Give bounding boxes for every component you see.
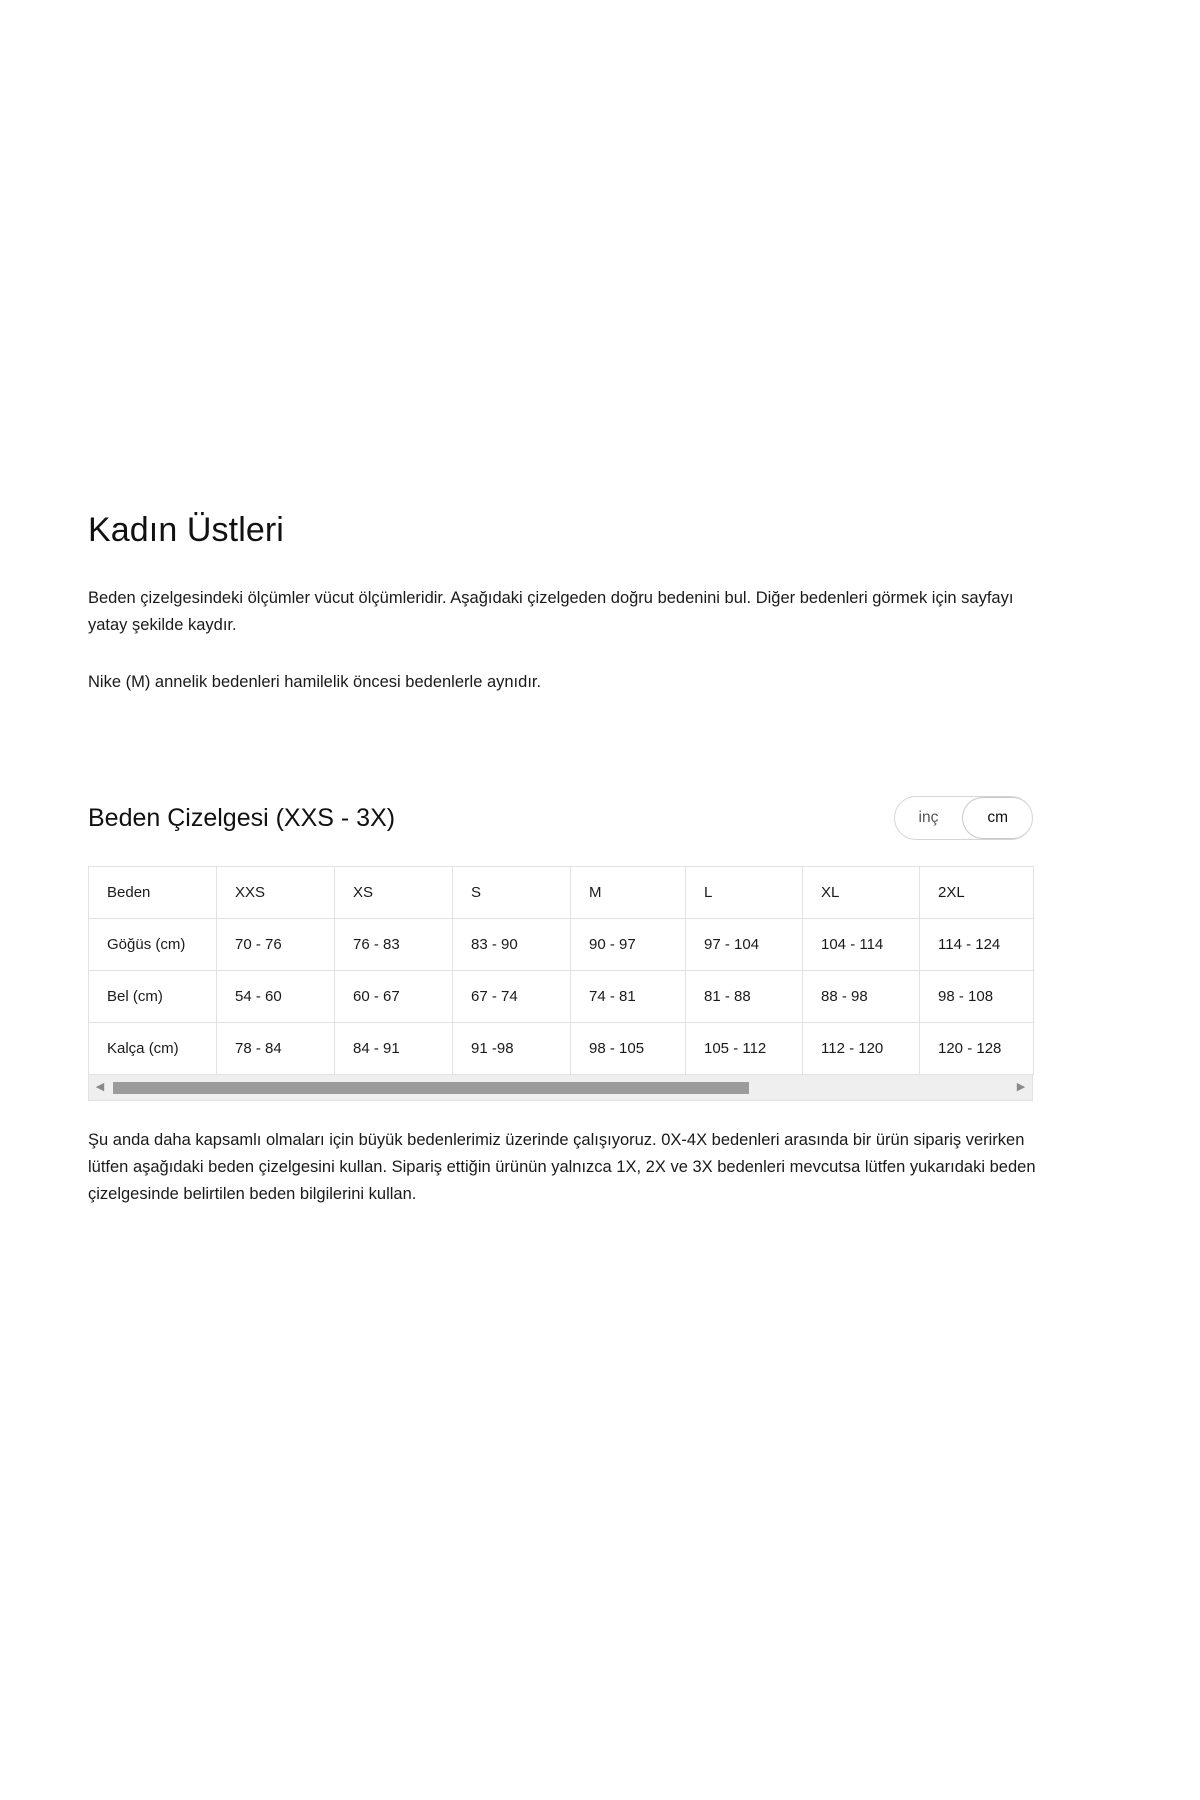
- table-cell: 78 - 84: [217, 1023, 335, 1075]
- scroll-right-arrow-icon[interactable]: ▶: [1016, 1081, 1026, 1094]
- row-label: Bel (cm): [89, 971, 217, 1023]
- table-header-cell: Beden: [89, 867, 217, 919]
- table-cell: 105 - 112: [686, 1023, 803, 1075]
- table-header-cell: L: [686, 867, 803, 919]
- table-cell: 120 - 128: [920, 1023, 1034, 1075]
- table-cell: 76 - 83: [335, 919, 453, 971]
- table-header-cell: 2XL: [920, 867, 1034, 919]
- table-cell: 84 - 91: [335, 1023, 453, 1075]
- unit-option-cm[interactable]: cm: [962, 797, 1033, 839]
- size-chart-title: Beden Çizelgesi (XXS - 3X): [88, 804, 396, 833]
- table-cell: 104 - 114: [803, 919, 920, 971]
- table-cell: 67 - 74: [453, 971, 571, 1023]
- table-cell: 88 - 98: [803, 971, 920, 1023]
- table-cell: 98 - 105: [571, 1023, 686, 1075]
- table-header-cell: XL: [803, 867, 920, 919]
- scrollbar-thumb[interactable]: [113, 1082, 749, 1094]
- size-table-wrapper: [88, 866, 1033, 1101]
- table-cell: 114 - 124: [920, 919, 1034, 971]
- table-cell: 112 - 120: [803, 1023, 920, 1075]
- unit-option-inch[interactable]: inç: [895, 797, 963, 839]
- table-row: [89, 971, 1034, 1023]
- size-table: [88, 866, 1034, 1075]
- page-title: Kadın Üstleri: [88, 511, 284, 549]
- horizontal-scrollbar[interactable]: [88, 1075, 1033, 1101]
- table-header-cell: XXS: [217, 867, 335, 919]
- table-header-cell: M: [571, 867, 686, 919]
- table-row: [89, 1023, 1034, 1075]
- intro-paragraph-secondary: Nike (M) annelik bedenleri hamilelik öncesi bedenlerle aynıdır.: [88, 673, 542, 692]
- table-cell: 83 - 90: [453, 919, 571, 971]
- scroll-left-arrow-icon[interactable]: ◀: [95, 1081, 105, 1094]
- intro-paragraph-primary: Beden çizelgesindeki ölçümler vücut ölçümleridir. Aşağıdaki çizelgeden doğru bedenini bul. Diğer bedenleri görmek için sayfayı yatay şekilde kaydır.: [88, 588, 1014, 635]
- content-area: [88, 510, 1112, 1224]
- footer-note: Şu anda daha kapsamlı olmaları için büyük bedenlerimiz üzerinde çalışıyoruz. 0X-4X bedenleri arasında bir ürün sipariş verirken lütfen aşağıdaki beden çizelgesini kullan. Sipariş ettiğin ürünün yalnızca 1X, 2X ve 3X bedenleri mevcutsa lütfen yukarıdaki beden çizelgesinde belirtilen beden bilgilerini kullan.: [88, 1131, 1036, 1203]
- size-chart-header: [88, 796, 1033, 840]
- table-cell: 70 - 76: [217, 919, 335, 971]
- row-label: Göğüs (cm): [89, 919, 217, 971]
- table-cell: 98 - 108: [920, 971, 1034, 1023]
- row-label: Kalça (cm): [89, 1023, 217, 1075]
- table-cell: 91 -98: [453, 1023, 571, 1075]
- unit-toggle[interactable]: [894, 796, 1034, 840]
- table-cell: 81 - 88: [686, 971, 803, 1023]
- table-header-row: [89, 867, 1034, 919]
- table-cell: 74 - 81: [571, 971, 686, 1023]
- table-row: [89, 919, 1034, 971]
- table-cell: 60 - 67: [335, 971, 453, 1023]
- table-cell: 90 - 97: [571, 919, 686, 971]
- table-cell: 54 - 60: [217, 971, 335, 1023]
- table-header-cell: S: [453, 867, 571, 919]
- table-cell: 97 - 104: [686, 919, 803, 971]
- table-header-cell: XS: [335, 867, 453, 919]
